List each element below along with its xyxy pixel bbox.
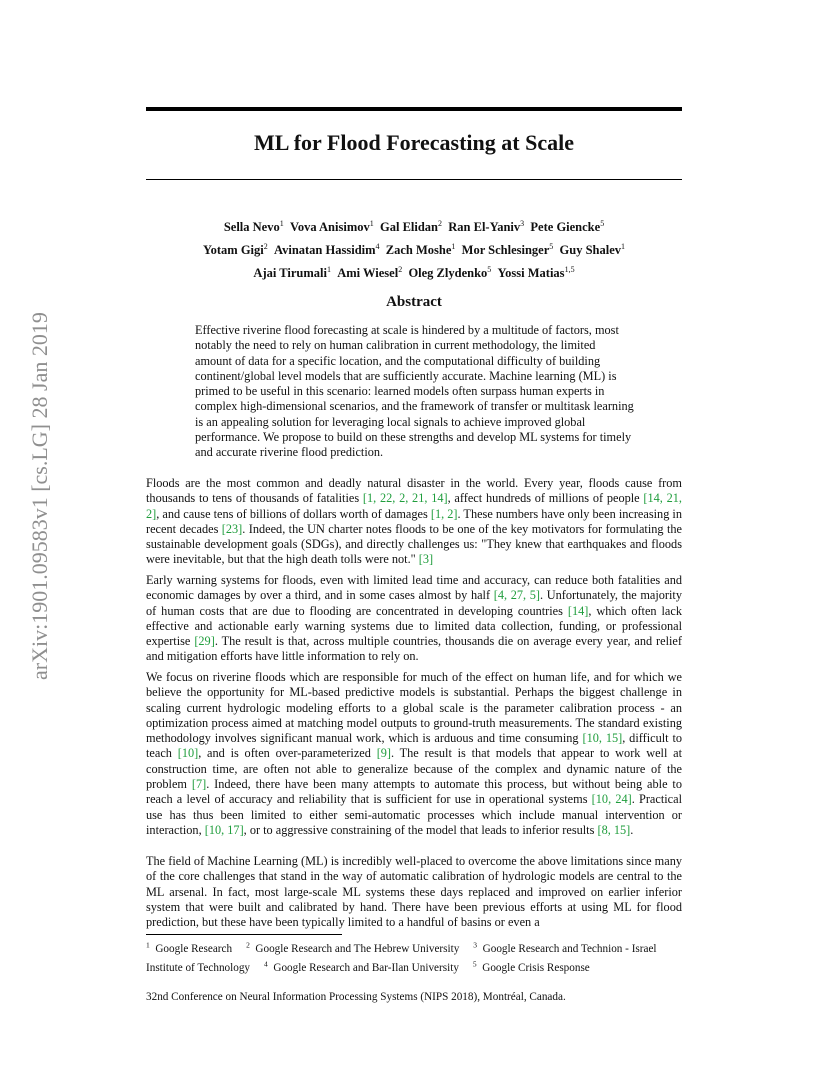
footnote-number: 1 xyxy=(146,940,150,949)
citation-link[interactable]: [3] xyxy=(418,552,434,567)
footnote-text: Google Crisis Response xyxy=(476,962,590,975)
author-affiliation-marker: 1 xyxy=(279,219,284,228)
citation-link[interactable]: [14, 21, 2] xyxy=(146,491,682,521)
paper-title: ML for Flood Forecasting at Scale xyxy=(254,130,574,155)
paragraph-text: . These numbers have only been increasing in recent decades xyxy=(146,506,682,536)
body-paragraph xyxy=(146,854,682,930)
footnote-number: 2 xyxy=(246,940,250,949)
paragraph-text: , and cause tens of billions of dollars worth of damages xyxy=(156,506,431,521)
citation-link[interactable]: [1, 22, 2, 21, 14] xyxy=(362,491,448,506)
author-name: Ran El-Yaniv xyxy=(448,220,521,235)
paragraph-text: The field of Machine Learning (ML) is incredibly well-placed to overcome the above limitations since many of the core challenges that stand in the way of automatic calibration of hydrologic models are central to the ML arsenal. In fact, most large-scale ML systems these days replaced and improved on earlier inferior system that were built and calibrated by hand. There have been previous efforts at using ML for flood prediction, but these have been typically limited to a handful of basins or even a xyxy=(146,854,682,930)
citation-link[interactable]: [8, 15] xyxy=(597,822,631,837)
author-affiliation-marker: 5 xyxy=(487,265,492,275)
abstract-heading: Abstract xyxy=(386,294,442,310)
footnote-text: Google Research and The Hebrew University xyxy=(249,942,460,955)
paragraph-text: , and is often over-parameterized xyxy=(198,746,377,761)
author-affiliation-marker: 5 xyxy=(600,219,605,228)
author-affiliation-marker: 1 xyxy=(621,242,625,252)
footnote-text: Google Research xyxy=(149,942,233,955)
author-line xyxy=(146,237,682,260)
paragraph-text: . Indeed, there have been many attempts to automate this process, but without being able to reach a level of accuracy and reliability that is sufficient for use in operational systems xyxy=(146,777,682,807)
paragraph-text: , difficult to teach xyxy=(146,731,683,761)
paragraph-text: . The result is that, across multiple countries, thousands die on average every year, and relief and mitigation efforts have little information to rely on. xyxy=(146,634,682,664)
paragraph-text: . The result is that models that appear to work well at construction time, are often not able to generalize because of the complex and dynamic nature of the problem xyxy=(146,746,683,792)
paragraph-text: We focus on riverine floods which are responsible for much of the effect on human life, and for which we believe the opportunity for ML-based predictive models is substantial. Perhaps the biggest challenge in scaling current hydrologic modeling efforts to a global scale is the parameter calibration process - an optimization process aimed at matching model outputs to ground-truth measurements. The standard existing methodology involves significant manual work, which is arduous and time consuming xyxy=(146,670,682,746)
footnote-rule xyxy=(146,934,342,935)
title-bottom-rule xyxy=(146,179,682,180)
title-top-rule xyxy=(146,107,682,111)
arxiv-identifier: arXiv:1901.09583v1 [cs.LG] 28 Jan 2019 xyxy=(27,312,52,680)
footnote-text: Google Research and Bar-Ilan University xyxy=(267,962,459,975)
citation-link[interactable]: [4, 27, 5] xyxy=(493,588,540,603)
author-list xyxy=(146,214,682,283)
author-name: Pete Giencke xyxy=(530,220,601,235)
body-paragraph xyxy=(146,670,682,838)
paragraph-text: , affect hundreds of millions of people xyxy=(447,491,644,506)
footnote-item xyxy=(264,959,459,975)
footnote-item xyxy=(246,940,460,955)
author-name: Ami Wiesel xyxy=(337,266,399,281)
author-name: Yotam Gigi xyxy=(202,243,264,258)
author-affiliation-marker: 1 xyxy=(326,265,331,275)
citation-link[interactable]: [14] xyxy=(567,603,589,618)
body-paragraph xyxy=(146,476,682,568)
citation-link[interactable]: [7] xyxy=(191,777,207,792)
author-affiliation-marker: 1,5 xyxy=(564,265,575,275)
author-affiliation-marker: 4 xyxy=(375,242,380,252)
author-name: Gal Elidan xyxy=(380,220,439,235)
citation-link[interactable]: [10, 15] xyxy=(582,731,623,746)
paragraph-text: Floods are the most common and deadly natural disaster in the world. Every year, floods cause from thousands to tens of thousands of fatalities xyxy=(146,476,682,506)
citation-link[interactable]: [29] xyxy=(194,634,215,649)
paragraph-text: , which often lack effective and actionable early warning systems due to limited data collection, funding, or professional expertise xyxy=(146,603,682,649)
footnote-item xyxy=(146,940,233,955)
footnote-item xyxy=(472,959,590,975)
abstract-text: Effective riverine flood forecasting at scale is hindered by a multitude of factors, most notably the need to rely on human calibration in current methodology, the limited amount of data for a specific location, and the computational difficulty of building continent/global level models that are sufficiently accurate. Machine learning (ML) is primed to be useful in this scenario: learned models often surpass human experts in complex high-dimensional scenarios, and the framework of transfer or multitask learning is an appealing solution for leveraging local signals to achieve improved global performance. We propose to build on these strengths and develop ML systems for timely and accurate riverine flood prediction. xyxy=(195,323,634,460)
author-name: Yossi Matias xyxy=(497,266,565,281)
author-name: Oleg Zlydenko xyxy=(408,266,488,281)
author-name: Sella Nevo xyxy=(223,220,280,235)
author-line xyxy=(146,260,682,283)
paragraph-text: . xyxy=(630,822,634,837)
citation-link[interactable]: [10, 24] xyxy=(591,792,632,807)
paragraph-text: . Practical use has thus been limited to either semi-automatic processes which include manual intervention or interaction, xyxy=(146,792,682,837)
author-line xyxy=(146,214,682,237)
arxiv-sidebar xyxy=(20,290,60,680)
author-affiliation-marker: 2 xyxy=(398,265,403,275)
paragraph-text: . Unfortunately, the majority of human costs that are due to flooding are concentrated in developing countries xyxy=(146,588,682,618)
author-name: Guy Shalev xyxy=(559,243,621,258)
author-affiliation-marker: 2 xyxy=(438,219,443,228)
paragraph-text: , or to aggressive constraining of the model that leads to inferior results xyxy=(243,822,598,837)
author-name: Vova Anisimov xyxy=(289,220,370,235)
citation-link[interactable]: [9] xyxy=(376,746,392,761)
author-affiliation-marker: 5 xyxy=(549,242,554,252)
author-affiliation-marker: 3 xyxy=(520,219,525,228)
conference-note: 32nd Conference on Neural Information Processing Systems (NIPS 2018), Montréal, Canada. xyxy=(146,991,566,1003)
author-affiliation-marker: 1 xyxy=(451,242,456,252)
paragraph-text: . Indeed, the UN charter notes floods to be one of the key motivators for formulating the sustainable development goals (SDGs), and directly challenges us: "They knew that earthquakes and floods were inevitable, but that the high death tolls were not." xyxy=(146,521,682,567)
citation-link[interactable]: [10, 17] xyxy=(204,822,244,837)
author-name: Mor Schlesinger xyxy=(461,243,550,258)
citation-link[interactable]: [23] xyxy=(221,521,243,536)
footnote-text: Google Research and Technion - Israel Institute of Technology xyxy=(146,942,657,975)
author-name: Zach Moshe xyxy=(385,243,452,258)
paragraph-text: Early warning systems for floods, even with limited lead time and accuracy, can reduce both fatalities and economic damages by over a third, and in some cases almost by half xyxy=(146,573,682,603)
author-name: Ajai Tirumali xyxy=(253,266,327,281)
affiliation-footnotes xyxy=(146,937,686,976)
author-affiliation-marker: 2 xyxy=(263,242,268,252)
citation-link[interactable]: [10] xyxy=(177,746,199,761)
footnote-number: 5 xyxy=(472,959,477,969)
body-paragraph xyxy=(146,573,682,665)
footnote-number: 3 xyxy=(473,940,478,949)
citation-link[interactable]: [1, 2] xyxy=(430,506,458,521)
footnote-number: 4 xyxy=(264,959,268,969)
author-name: Avinatan Hassidim xyxy=(274,243,376,258)
author-affiliation-marker: 1 xyxy=(369,219,374,228)
